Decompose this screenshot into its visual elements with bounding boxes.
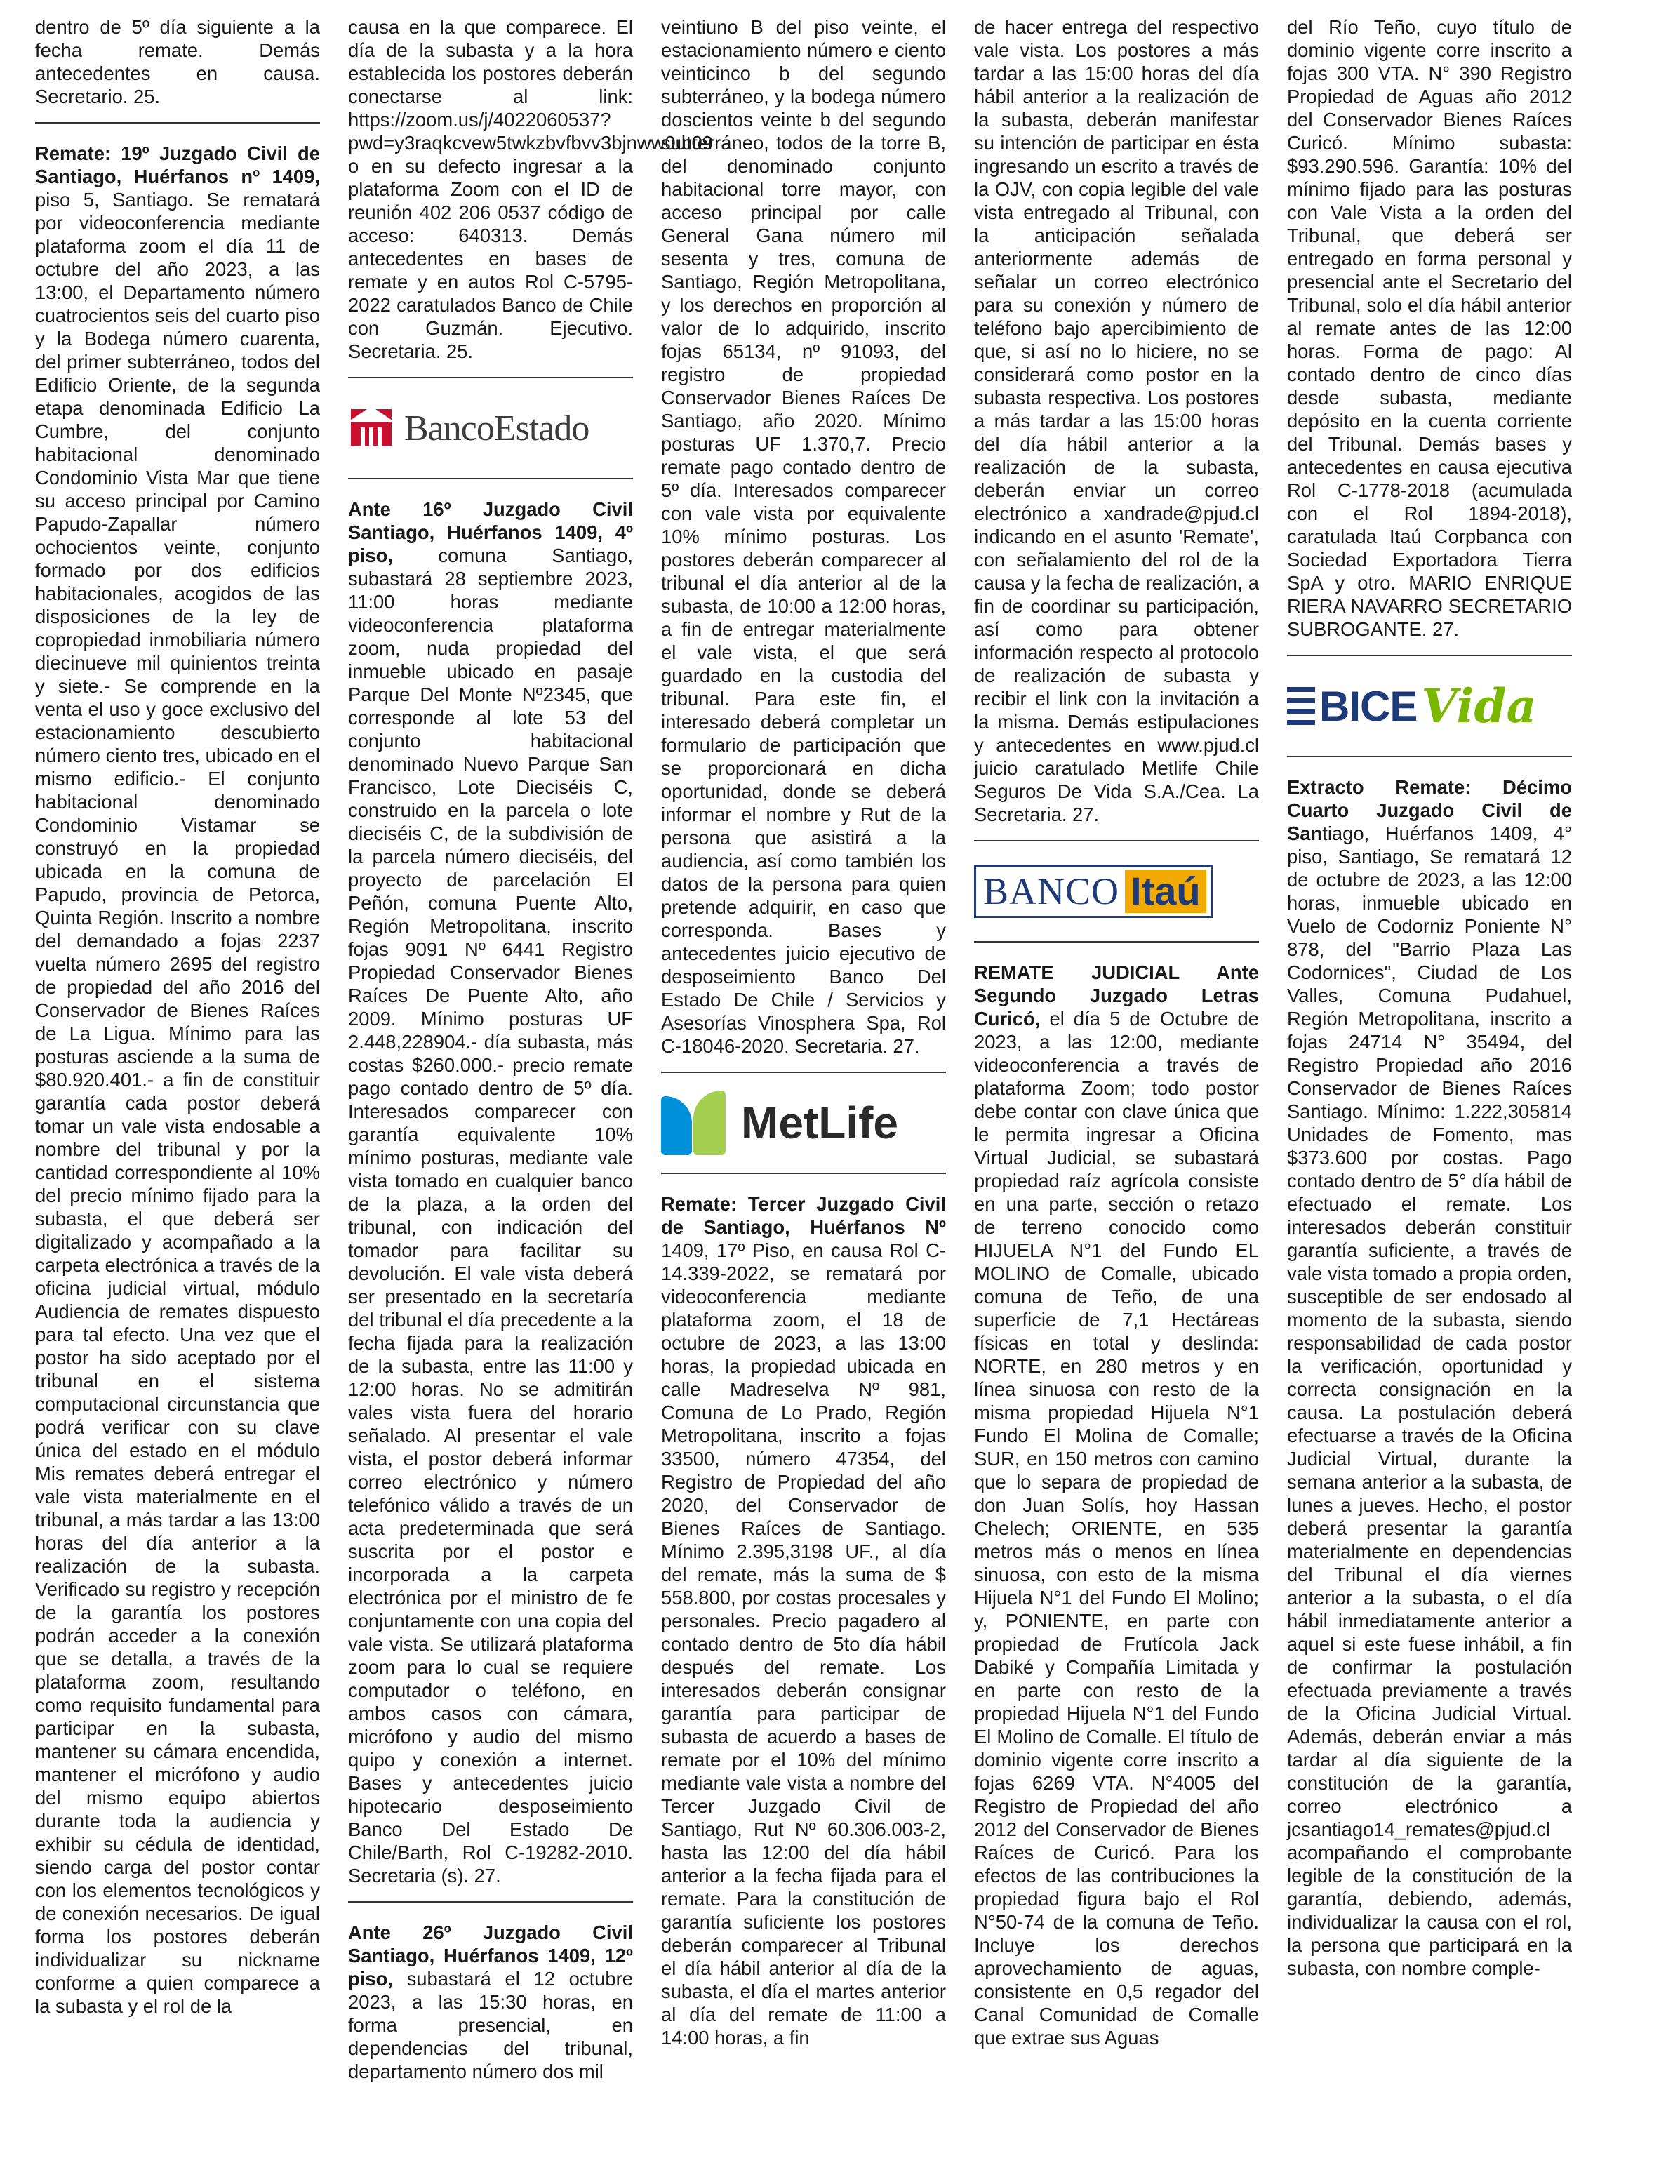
banco-itau-wordmark: Itaú <box>1125 870 1206 913</box>
divider <box>974 840 1259 841</box>
notice-body: 1409, 17º Piso, en causa Rol C-14.339-2022, se rematará por videoconferencia mediante plataforma zoom, el 18 de octubre de 2023, a las 13:00 horas, la propiedad ubicada en calle Madreselva Nº 981, Comuna de Lo Prado, Región Metropolitana, inscrito a fojas 33500, número 47354, del Registro de Propiedad del año 2020, del Conservador de Bienes Raíces de Santiago. Mínimo 2.395,3198 UF., al día del remate, más la suma de $ 558.800, por costas procesales y personales. Precio pagadero al contado dentro de 5to día hábil después del remate. Los interesados deberán consignar garantía para participar de subasta de acuerdo a bases de remate por el 10% del mínimo mediante vale vista a nombre del Tercer Juzgado Civil de Santiago, Rut Nº 60.306.003-2, hasta las 12:00 del día hábil anterior a la fecha fijada para el remate. Para la constitución de garantía suficiente los postores deberán comparecer al Tribunal el día hábil anterior al día de la subasta, el día el martes anterior al día del remate de 11:00 a 14:00 horas, a fin <box>661 1239 946 2049</box>
notice-continuation: de hacer entrega del respectivo vale vista. Los postores a más tardar a las 15:00 horas del día hábil anterior a la realización de la subasta, deberán manifestar su intención de participar en ésta ingresando un escrito a través de la OJV, con copia legible del vale vista entregado al Tribunal, con la anticipación señalada anteriormente además de señalar un correo electrónico para su conexión y número de teléfono bajo apercibimiento de que, si así no lo hiciere, no se considerará como postor en la subasta respectiva. Los postores a más tardar a las 15:00 horas del día hábil anterior a la realización de la subasta, deberán enviar un correo electrónico a xandrade@pjud.cl indicando en el asunto 'Remate', con señalamiento del rol de la causa y la fecha de realización, a fin de coordinar su participación, así como para obtener información respecto al protocolo de realización de subasta y recibir el link con la invitación a la misma. Demás estipulaciones y antecedentes en www.pjud.cl juicio caratulado Metlife Chile Seguros De Vida S.A./Cea. La Secretaria. 27. <box>974 16 1259 825</box>
banco-itau-logo <box>974 860 1259 923</box>
notice-heading: Remate: 19º Juzgado Civil de Santiago, Huérfanos nº 1409, <box>35 142 320 187</box>
notice-body: piso 5, Santiago. Se rematará por videoconferencia mediante plataforma zoom el día 11 de octubre del año 2023, a las 13:00, el Departamento número cuatrocientos seis del cuarto piso y la Bodega número cuarenta, del primer subterráneo, todos del Edificio Oriente, de la segunda etapa denominada Edificio La Cumbre, del conjunto habitacional denominado Condominio Vista Mar que tiene su acceso principal por Camino Papudo-Zapallar número ochocientos veinte, conjunto formado por dos edificios habitacionales, acogidos de las disposiciones de la ley de copropiedad inmobiliaria número diecinueve mil quinientos treinta y siete.- Se comprende en la venta el uso y goce exclusivo del estacionamiento descubierto número ciento tres, ubicado en el mismo edificio.- El conjunto habitacional denominado Condominio Vistamar se construyó en la propiedad ubicada en la comuna de Papudo, provincia de Petorca, Quinta Región. Inscrito a nombre del demandado a fojas 2237 vuelta número 2695 del registro de propiedad del año 2016 del Conservador de Bienes Raíces de La Ligua. Mínimo para las posturas asciende a la suma de $80.920.401.- a fin de constituir garantía cada postor deberá tomar un vale vista endosable a nombre del tribunal y por la cantidad correspondiente al 10% del precio mínimo fijado para la subasta, el que deberá ser digitalizado y acompañado a la carpeta electrónica a través de la oficina judicial virtual, módulo Audiencia de remates dispuesto para tal efecto. Una vez que el postor ha sido aceptado por el tribunal en el sistema computacional circunstancia que podrá verificar con su clave única del estado en el módulo Mis remates deberá entregar el vale vista materialmente en el tribunal, a más tardar a las 13:00 horas del día anterior a la realización de la subasta. Verificado su registro y recepción de la garantía los postores podrán acceder a la conexión que se detalla, a través de la plataforma zoom, resultando como requisito fundamental para participar en la subasta, mantener su cámara encendida, mantener el micrófono y audio del mismo equipo abiertos durante toda la audiencia y exhibir su cédula de identidad, siendo carga del postor contar con los elementos tecnológicos y de conexión necesarios. De igual forma los postores deberán individualizar su nickname conforme a quien comparece a la subasta y el rol de la <box>35 189 320 2017</box>
metlife-logo <box>661 1091 946 1154</box>
banco-itau-frame <box>974 865 1213 918</box>
notice-continuation: dentro de 5º día siguiente a la fecha remate. Demás antecedentes en causa. Secretario. 25. <box>35 16 320 107</box>
notice-decimo-cuarto-juzgado <box>1287 775 1572 1980</box>
divider <box>348 1901 633 1903</box>
bancoestado-wordmark: BancoEstado <box>404 408 589 448</box>
bancoestado-logo <box>348 397 633 460</box>
banco-itau-wordmark-banco: BANCO <box>983 870 1120 912</box>
bice-stripes-icon <box>1287 687 1315 725</box>
divider <box>661 1173 946 1174</box>
divider <box>1287 655 1572 656</box>
bice-wordmark: BICE <box>1319 682 1418 730</box>
notice-heading: Ante 16º Juzgado Civil Santiago, Huérfanos 1409, 4º piso, <box>348 498 633 566</box>
divider <box>348 478 633 479</box>
notice-body: subastará el 12 octubre 2023, a las 15:30 horas, en forma presencial, en dependencias del tribunal, departamento número dos mil <box>348 1968 633 2082</box>
column-4 <box>974 15 1259 2170</box>
column-3 <box>661 15 946 2170</box>
notice-continuation: veintiuno B del piso veinte, el estacionamiento número e ciento veinticinco b del segundo subterráneo, y la bodega número doscientos veinte b del segundo subterráneo, todos de la torre B, del denominado conjunto habitacional torre mayor, con acceso principal por calle General Gana número mil sesenta y tres, comuna de Santiago, Región Metropolitana, y los derechos en proporción al valor de lo adquirido, inscrito fojas 65134, nº 91093, del registro de propiedad Conservador Bienes Raíces De Santiago, año 2020. Mínimo posturas UF 1.370,7. Precio remate pago contado dentro de 5º día. Interesados comparecer con vale vista por equivalente 10% mínimo posturas. Los postores deberán comparecer al tribunal el día anterior al de la subasta, de 10:00 a 12:00 horas, a fin de entregar materialmente el vale vista, el que será guardado en la custodia del tribunal. Para este fin, el interesado deberá completar un formulario de participación que se proporcionará en dicha oportunidad, donde se deberá informar el nombre y Rut de la persona que asistirá a la audiencia, así como también los datos de la persona para quien pretende adquirir, en caso que corresponda. Bases y antecedentes juicio ejecutivo de desposeimiento Banco Del Estado De Chile / Servicios y Asesorías Vinosphera Spa, Rol C-18046-2020. Secretaria. 27. <box>661 16 946 1057</box>
notice-body: tiago, Huérfanos 1409, 4° piso, Santiago, Se rematará 12 de octubre de 2023, a las 12:00 horas, inmueble ubicado en Vuelo de Codorniz Poniente N° 878, del "Barrio Plaza Las Codornices", Ciudad de Los Valles, Comuna Pudahuel, Región Metropolitana, inscrito a fojas 24714 N° 35494, del Registro Propiedad año 2016 Conservador de Bienes Raíces Santiago. Mínimo: 1.222,305814 Unidades de Fomento, mas $373.600 por costas. Pago contado dentro de 5° día hábil de efectuado el remate. Los interesados deberán constituir garantía suficiente, a través de vale vista tomado a propia orden, susceptible de ser endosado al momento de la subasta, siendo responsabilidad de cada postor la verificación, oportunidad y correcta consignación en la causa. La postulación deberá efectuarse a través de la Oficina Judicial Virtual, durante la semana anterior a la subasta, de lunes a jueves. Hecho, el postor deberá presentar la garantía materialmente en dependencias del Tribunal el día viernes anterior a la subasta, o el día hábil inmediatamente anterior a aquel si este fuese inhábil, a fin de confirmar la postulación efectuada previamente a través de la Oficina Judicial Virtual. Además, deberán enviar a más tardar al día siguiente de la constitución de la garantía, correo electrónico a jcsantiago14_remates@pjud.cl acompañando el comprobante legible de la constitución de la garantía, debiendo, además, individualizar la causa con el rol, la persona que participará en la subasta, con nombre comple- <box>1287 823 1572 1979</box>
metlife-wordmark: MetLife <box>741 1097 898 1148</box>
vida-wordmark: Vida <box>1421 678 1537 733</box>
notice-body: el día 5 de Octubre de 2023, a las 12:00, mediante videoconferencia a través de plataforma Zoom; todo postor debe contar con clave única que le permita ingresar a Oficina Virtual Judicial, se subastará propiedad raíz agrícola consiste en una parte, sección o retazo de terreno conocido como HIJUELA N°1 del Fundo EL MOLINO de Comalle, ubicado comuna de Teño, de una superficie de 7,1 Hectáreas físicas en total y deslinda: NORTE, en 280 metros y en línea sinuosa con resto de la misma propiedad Hijuela N°1 Fundo El Molina de Comalle; SUR, en 150 metros con camino que lo separa de propiedad de don Juan Solís, hoy Hassan Chelech; ORIENTE, en 535 metros más o menos en línea sinuosa, con esto de la misma Hijuela N°1 del Fundo El Molino; y, PONIENTE, en parte con propiedad de Frutícola Jack Dabiké y Compañía Limitada y en parte con resto de la propiedad Hijuela N°1 del Fundo El Molino de Comalle. El título de dominio vigente corre inscrito a fojas 6269 VTA. N°4005 del Registro de Propiedad del año 2012 del Conservador de Bienes Raíces de Curicó. Para los efectos de las contribuciones la propiedad figura bajo el Rol N°50-74 de la comuna de Teño. Incluye los derechos aprovechamiento de aguas, consistente en 0,5 regador del Canal Comunidad de Comalle que extrae sus Aguas <box>974 1008 1259 2049</box>
divider <box>974 941 1259 943</box>
bancoestado-emblem-icon <box>348 404 397 453</box>
metlife-emblem-icon <box>661 1091 726 1155</box>
bice-vida-logo <box>1287 674 1572 738</box>
column-1 <box>35 15 320 2170</box>
notice-continuation: causa en la que comparece. El día de la subasta y a la hora establecida los postores deberán conectarse al link: https://zoom.us/j/4022060537?pwd=y3raqkcvew5twkzbvfbvv3bjnww0ut09 o en su defecto ingresar a la plataforma Zoom con el ID de reunión 402 206 0537 código de acceso: 640313. Demás antecedentes en bases de remate y en autos Rol C-5795-2022 caratulados Banco de Chile con Guzmán. Ejecutivo. Secretaria. 25. <box>348 16 713 362</box>
notice-heading: Remate: Tercer Juzgado Civil de Santiago, Huérfanos Nº <box>661 1193 946 1238</box>
column-5 <box>1287 15 1572 2170</box>
notice-heading: REMATE JUDICIAL Ante Segundo Juzgado Letras Curicó, <box>974 961 1259 1030</box>
notice-continuation: del Río Teño, cuyo título de dominio vigente corre inscrito a fojas 300 VTA. N° 390 Registro Propiedad de Aguas año 2012 del Conservador Bienes Raíces Curicó. Mínimo subasta: $93.290.596. Garantía: 10% del mínimo fijado para las posturas con Vale Vista a la orden del Tribunal, que deberá ser entregado en forma personal y presencial ante el Secretario del Tribunal, solo el día hábil anterior al remate antes de las 12:00 horas. Forma de pago: Al contado dentro de cinco días desde subasta, mediante depósito en la cuenta corriente del Tribunal. Demás bases y antecedentes en causa ejecutiva Rol C-1778-2018 (acumulada con el Rol 1894-2018), caratulada Itaú Corpbanca con Sociedad Exportadora Tierra SpA y otro. MARIO ENRIQUE RIERA NAVARRO SECRETARIO SUBROGANTE. 27. <box>1287 16 1572 640</box>
notice-heading: Extracto Remate: Décimo Cuarto Juzgado Civil de San <box>1287 776 1572 844</box>
divider <box>1287 756 1572 757</box>
divider <box>661 1072 946 1073</box>
notice-26-juzgado <box>348 1921 633 2083</box>
newspaper-page <box>35 15 1572 2170</box>
notice-remate-19-juzgado <box>35 142 320 2018</box>
column-2 <box>348 15 713 2170</box>
divider <box>35 122 320 124</box>
notice-body: comuna Santiago, subastará 28 septiembre 2023, 11:00 horas mediante videoconferencia plataforma zoom, nuda propiedad del inmueble ubicado en pasaje Parque Del Monte Nº2345, que corresponde al lote 53 del conjunto habitacional denominado Nuevo Parque San Francisco, Lote Dieciséis C, construido en la parcela o lote dieciséis C, de la subdivisión de la parcela número dieciséis, del proyecto de parcelación El Peñón, comuna Puente Alto, Región Metropolitana, inscrito fojas 9091 Nº 6441 Registro Propiedad Conservador Bienes Raíces De Puente Alto, año 2009. Mínimo posturas UF 2.448,228904.- día subasta, más costas $260.000.- precio remate pago contado dentro de 5º día. Interesados comparecer con garantía equivalente 10% mínimo posturas, mediante vale vista tomado en cualquier banco de la plaza, a la orden del tribunal, con indicación del tomador para facilitar su devolución. El vale vista deberá ser presentado en la secretaría del tribunal el día precedente a la fecha fijada para la realización de la subasta, entre las 11:00 y 12:00 horas. No se admitirán vales vista fuera del horario señalado. Al presentar el vale vista, el postor deberá informar correo electrónico y número telefónico válido a través de un acta predeterminada que será suscrita por el postor e incorporada a la carpeta electrónica por el ministro de fe conjuntamente con una copia del vale vista. Se utilizará plataforma zoom para lo cual se requiere computador o teléfono, en ambos casos con cámara, micrófono y audio del mismo quipo y conexión a internet. Bases y antecedentes juicio hipotecario desposeimiento Banco Del Estado De Chile/Barth, Rol C-19282-2010. Secretaria (s). 27. <box>348 545 633 1886</box>
notice-heading: Ante 26º Juzgado Civil Santiago, Huérfanos 1409, 12º piso, <box>348 1922 633 1990</box>
divider <box>348 377 633 378</box>
notice-remate-judicial-curico <box>974 961 1259 2049</box>
notice-16-juzgado <box>348 498 633 1887</box>
notice-tercer-juzgado <box>661 1192 946 2049</box>
